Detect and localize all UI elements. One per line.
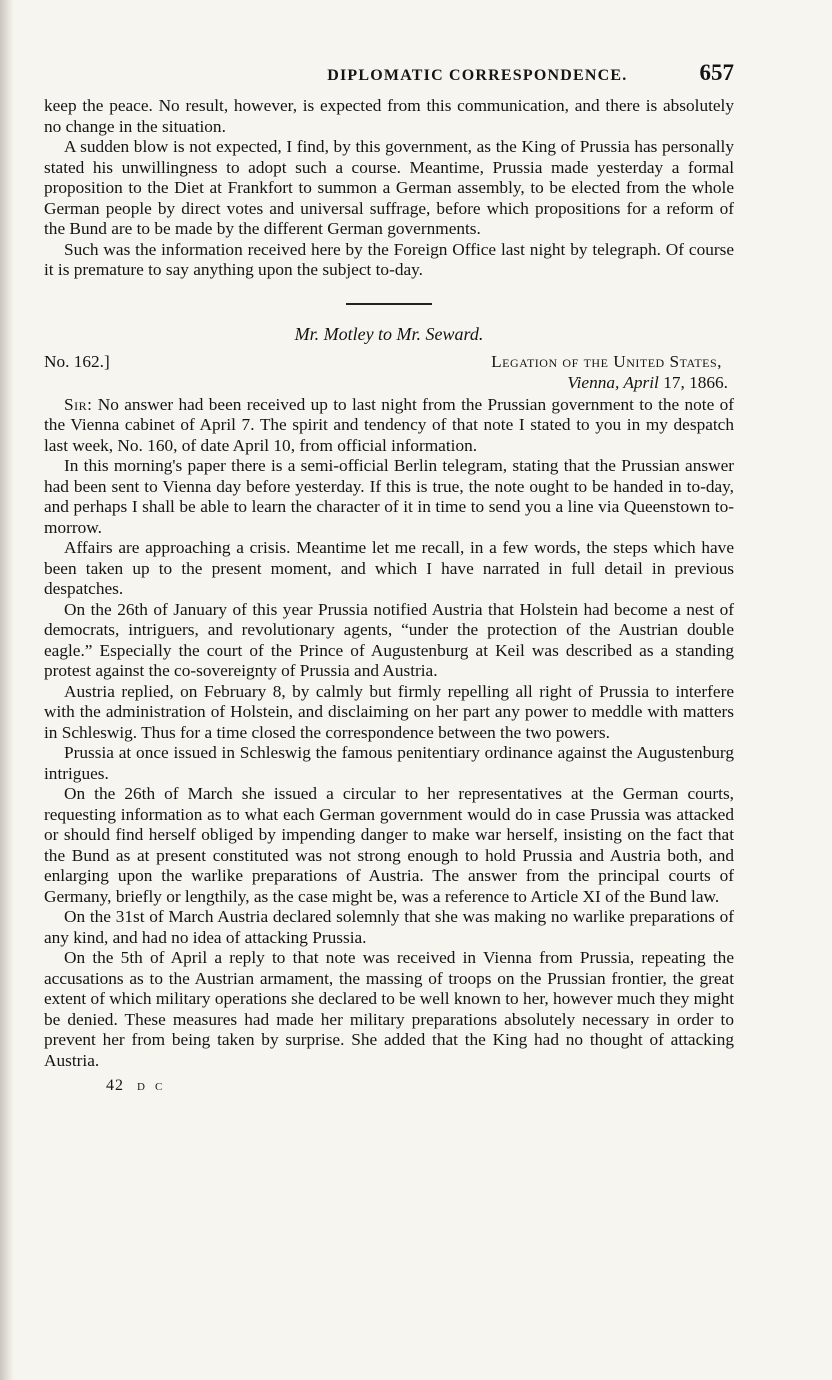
salutation: Sir: <box>64 394 93 414</box>
signature-letters: d c <box>137 1077 166 1094</box>
letter-heading: Mr. Motley to Mr. Seward. <box>294 323 484 344</box>
paragraph: A sudden blow is not expected, I find, by this government, as the King of Prussia has personally stated his unwillingness to adopt such a course. Meantime, Prussia made yesterday a formal proposition to the Diet at Frankfort to summon a German assembly, to be elected from the whole German people by direct votes and universal suffrage, before which propositions for a reform of the Bund are to be made by the different German governments. <box>44 137 734 238</box>
dateline <box>44 372 734 393</box>
paragraph: On the 5th of April a reply to that note was received in Vienna from Prussia, repeating the accusations as to the Austrian armament, the massing of troops on the Prussian frontier, the great extent of which military operations she declared to be well known to her, however much they might be denied. These measures had made her military preparations absolutely necessary in order to prevent her from being taken by surprise. She added that the King had no thought of attacking Austria. <box>44 948 734 1070</box>
paragraph: Such was the information received here by the Foreign Office last night by telegraph. Of course it is premature to say anything upon the subject to-day. <box>44 239 734 279</box>
paragraph: Affairs are approaching a crisis. Meantime let me recall, in a few words, the steps which have been taken up to the present moment, and which I have narrated in full detail in previous despatches. <box>44 538 734 598</box>
signature-number: 42 <box>106 1077 124 1094</box>
letter-body <box>44 395 734 1072</box>
paragraph-text: No answer had been received up to last night from the Prussian government to the note of the Vienna cabinet of April 7. The spirit and tendency of that note I stated to you in my despatch last week, No. 160, of date April 10, from official information. <box>44 394 734 455</box>
legation-line: Legation of the United States, <box>491 351 722 371</box>
paragraph: On the 26th of March she issued a circular to her representatives at the German courts, requesting information as to what each German government would do in case Prussia was attacked or should find herself obliged by impending danger to make war herself, insisting on the fact that the Bund as at present constituted was not strong enough to hold Prussia and Austria both, and enlarging upon the warlike preparations of Austria. The answer from the principal courts of Germany, briefly or lengthily, as the case might be, was a reference to Article XI of the Bund law. <box>44 784 734 906</box>
printer-signature-mark <box>106 1077 734 1095</box>
header-title: DIPLOMATIC CORRESPONDENCE. <box>327 67 628 84</box>
paragraph: Prussia at once issued in Schleswig the famous penitentiary ordinance against the Augustenburg intrigues. <box>44 743 734 783</box>
paragraph-continuation: keep the peace. No result, however, is expected from this communication, and there is absolutely no change in the situation. <box>44 96 734 136</box>
paragraph: Austria replied, on February 8, by calmly but firmly repelling all right of Prussia to interfere with the administration of Holstein, and disclaiming on her part any power to meddle with matters in Schleswig. Thus for a time closed the correspondence between the two powers. <box>44 681 734 742</box>
page-edge-shadow <box>0 0 14 1380</box>
paragraph: In this morning's paper there is a semi-official Berlin telegram, stating that the Prussian answer had been sent to Vienna day before yesterday. If this is true, the note ought to be handed in to-day, and perhaps I shall be able to learn the character of it in time to send you a line via Queenstown to-morrow. <box>44 456 734 537</box>
despatch-number: No. 162.] <box>44 351 110 371</box>
page-number: 657 <box>699 60 734 85</box>
body-text <box>44 96 734 281</box>
date-place: Vienna, April <box>567 372 659 392</box>
letter-header-row <box>44 351 734 372</box>
section-divider <box>346 303 432 305</box>
date-year: 17, 1866. <box>663 372 728 392</box>
paragraph: On the 26th of January of this year Prussia notified Austria that Holstein had become a nest of democrats, intriguers, and revolutionary agents, “under the protection of the Austrian double eagle.” Especially the court of the Prince of Augustenburg at Keil was described as a standing protest against the co-sovereignty of Prussia and Austria. <box>44 599 734 680</box>
paragraph-salutation <box>44 395 734 457</box>
running-header <box>44 60 734 96</box>
document-page <box>44 60 734 1095</box>
paragraph: On the 31st of March Austria declared solemnly that she was making no warlike preparations of any kind, and had no idea of attacking Prussia. <box>44 907 734 947</box>
